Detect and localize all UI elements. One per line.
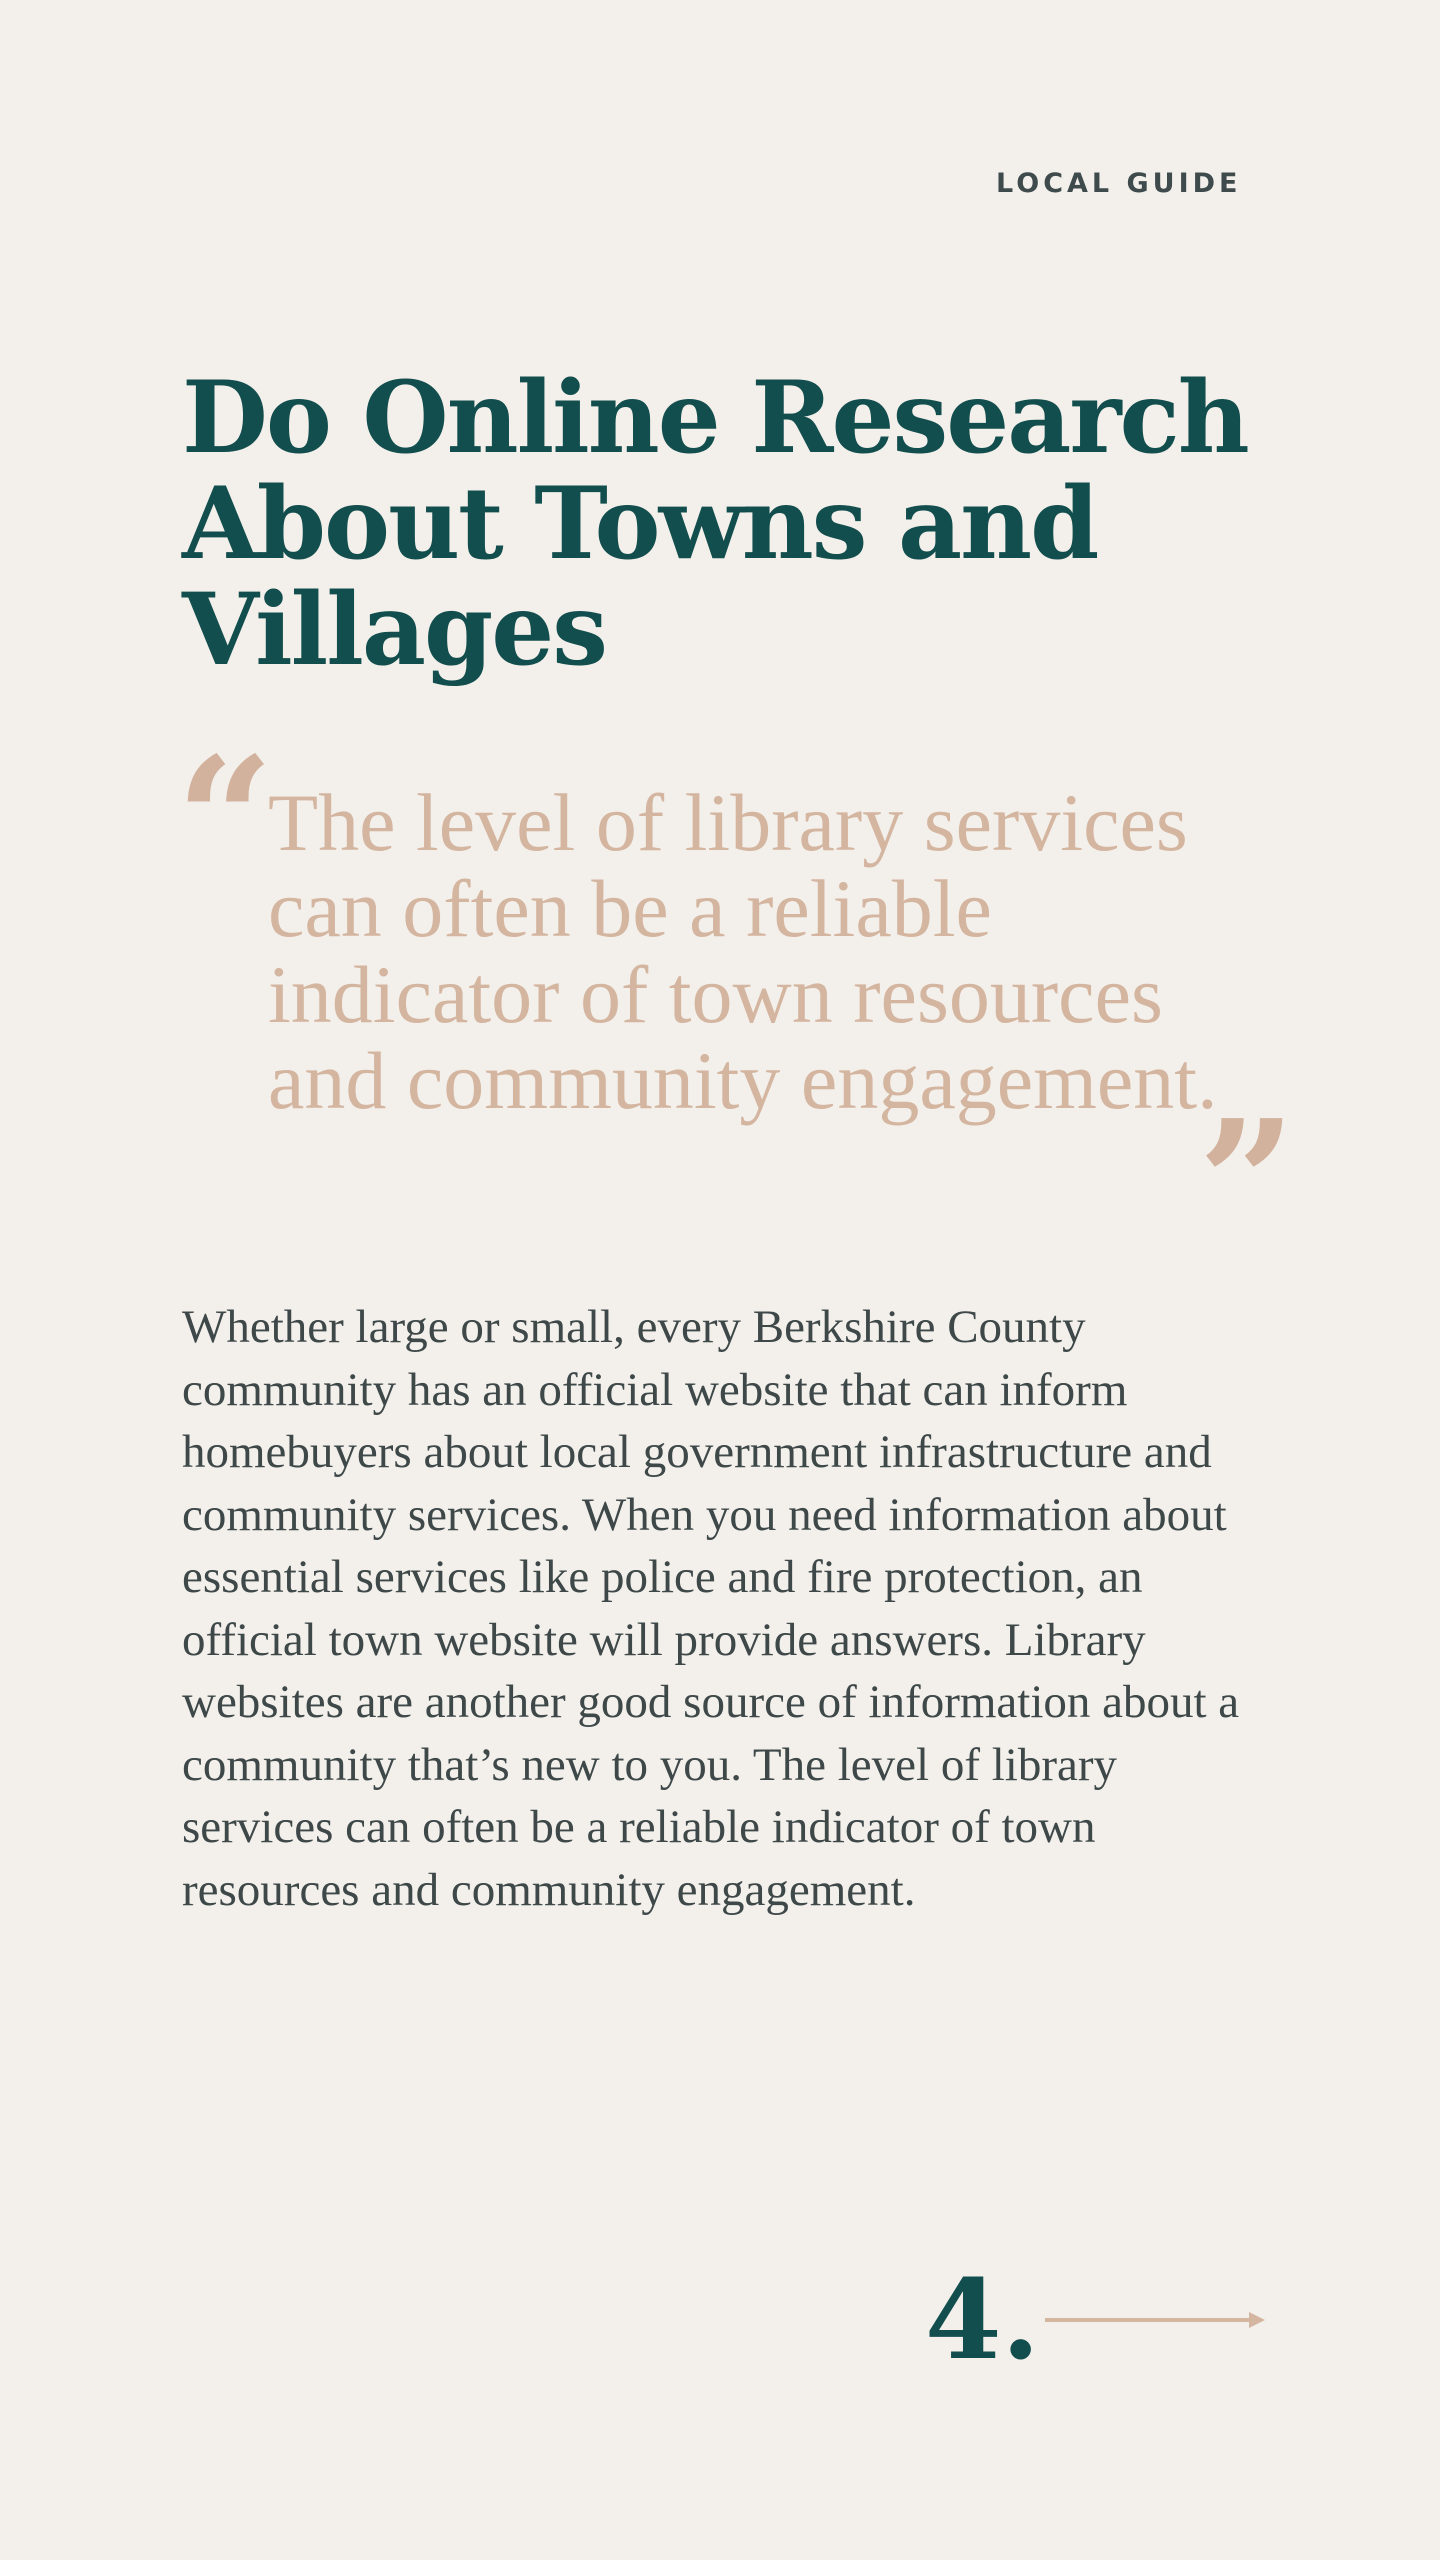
eyebrow-label: LOCAL GUIDE <box>996 168 1242 199</box>
quote-close-icon: ” <box>1198 1083 1296 1283</box>
page-title: Do Online Research About Towns and Villages <box>182 360 1248 688</box>
page-number: 4. <box>925 2255 1040 2384</box>
quote-open-icon: “ <box>176 720 274 920</box>
body-paragraph: Whether large or small, every Berkshire County community has an official website that can inform homebuyers about local government infrastructure and community services. When you need information about essential services like police and fire protection, an official town website will provide answers. Library websites are another good source of information about a community that’s new to you. The level of library services can often be a reliable indicator of town resources and community engagement. <box>182 1301 1240 1916</box>
arrow-right-icon[interactable] <box>1045 2305 1265 2335</box>
pull-quote: The level of library services can often be a reliable indicator of town resources and community engagement. <box>268 777 1218 1126</box>
